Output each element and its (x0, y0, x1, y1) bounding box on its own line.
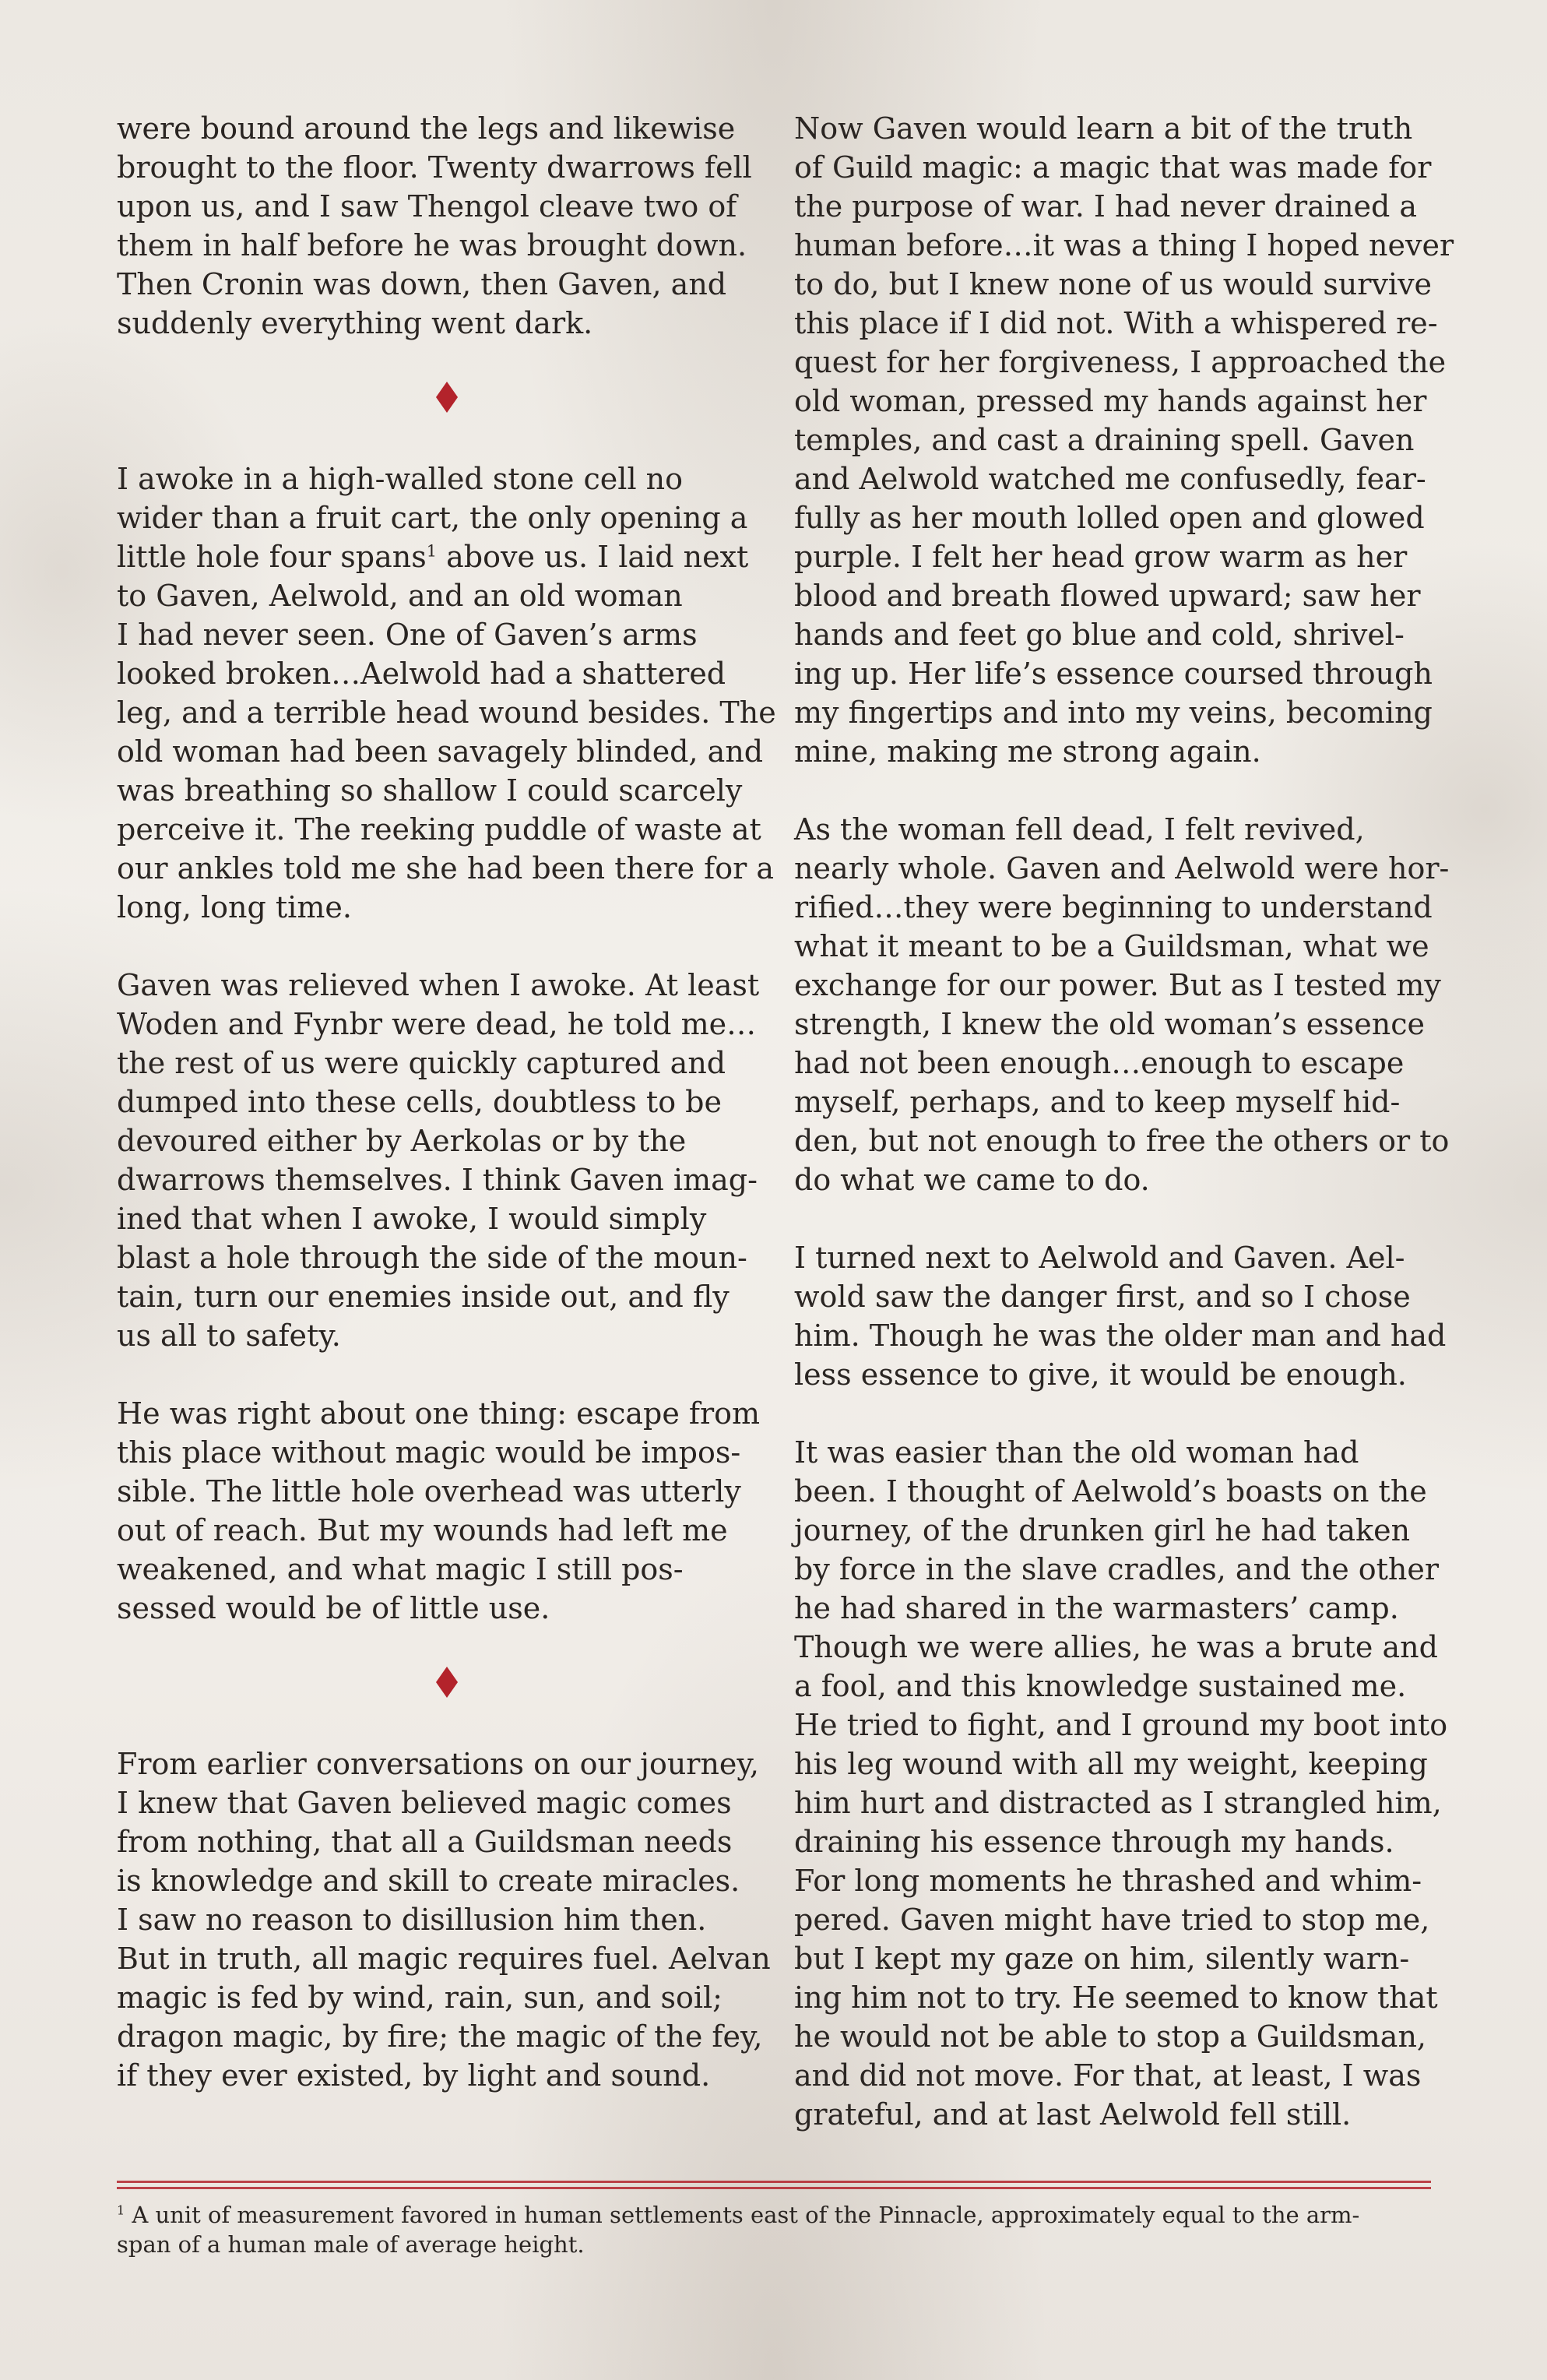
right-column (794, 109, 1454, 2134)
paragraph: were bound around the legs and likewise brought to the floor. Twenty dwarrows fell upon us, and I saw Thengol cleave two of them in half before he was brought down. Then Cronin was down, then Gaven, and suddenly everything went dark. (117, 111, 752, 340)
footnote-marker: 1 (117, 2202, 125, 2218)
footnote-reference: 1 (426, 541, 438, 561)
paragraph: He was right about one thing: escape from this place without magic would be impos- sible. The little hole overhead was utterly out of reach. But my wounds had left me weakened, and what magic I still pos- sessed would be of little use. (117, 1396, 761, 1625)
paragraph: Now Gaven would learn a bit of the truth of Guild magic: a magic that was made for the purpose of war. I had never drained a human before…it was a thing I hoped never to do, but I knew none of us would survive this place if I did not. With a whispered re- quest for her forgiveness, I approached the old woman, pressed my hands against her temples, and cast a draining spell. Gaven and Aelwold watched me confusedly, fear- fully as her mouth lolled open and glowed purple. I felt her head grow warm as her blood and breath flowed upward; saw her hands and feet go blue and cold, shrivel- ing up. Her life’s essence coursed through my fingertips and into my veins, becoming mine, making me strong again. (794, 111, 1454, 769)
left-column (117, 109, 777, 2095)
section-divider (117, 343, 777, 459)
footnote (117, 2200, 1431, 2259)
diamond-ornament-icon (436, 382, 458, 413)
paragraph: It was easier than the old woman had been. I thought of Aelwold’s boasts on the journey, of the drunken girl he had taken by force in the slave cradles, and the other he had shared in the warmasters’ camp. Though we were allies, he was a brute and a fool, and this knowledge sustained me. He tried to fight, and I ground my boot into his leg wound with all my weight, keeping him hurt and distracted as I strangled him, draining his essence through my hands. For long moments he thrashed and whim- pered. Gaven might have tried to stop me, but I kept my gaze on him, silently warn- ing him not to try. He seemed to know that he would not be able to stop a Guildsman, and did not move. For that, at least, I was grateful, and at last Aelwold fell still. (794, 1435, 1448, 2132)
paragraph: As the woman fell dead, I felt revived, nearly whole. Gaven and Aelwold were hor- rified…they were beginning to understand what it meant to be a Guildsman, what we exchange for our power. But as I tested my strength, I knew the old woman’s essence had not been enough…enough to escape myself, perhaps, and to keep myself hid- den, but not enough to free the others or to do what we came to do. (794, 812, 1450, 1197)
footnote-text: A unit of measurement favored in human settlements east of the Pinnacle, approximately equal to the arm- span of a human male of average height. (117, 2202, 1360, 2258)
diamond-ornament-icon (436, 1667, 458, 1698)
paragraph: I turned next to Aelwold and Gaven. Ael- wold saw the danger first, and so I chose him. Though he was the older man and had less essence to give, it would be enough. (794, 1241, 1447, 1392)
paragraph-text: I awoke in a high-walled stone cell no wider than a fruit cart, the only opening a little hole four spans (117, 462, 748, 574)
paragraph: Gaven was relieved when I awoke. At least Woden and Fynbr were dead, he told me… the rest of us were quickly captured and dumped into these cells, doubtless to be devoured either by Aerkolas or by the dwarrows themselves. I think Gaven imag- ined that when I awoke, I would simply blast a hole through the side of the moun- tain, turn our enemies inside out, and fly us all to safety. (117, 968, 760, 1353)
paragraph: From earlier conversations on our journey, I knew that Gaven believed magic comes from nothing, that all a Guildsman needs is knowledge and skill to create miracles. I saw no reason to disillusion him then. But in truth, all magic requires fuel. Aelvan magic is fed by wind, rain, sun, and soil; dragon magic, by fire; the magic of the fey, if they ever existed, by light and sound. (117, 1747, 771, 2093)
section-divider (117, 1628, 777, 1745)
paragraph-text: above us. I laid next to Gaven, Aelwold, and an old woman I had never seen. One of Gaven’s arms looked broken…Aelwold had a shattered leg, and a terrible head wound besides. The old woman had been savagely blinded, and was breathing so shallow I could scarcely perceive it. The reeking puddle of waste at our ankles told me she had been there for a long, long time. (117, 540, 776, 924)
paragraph (117, 459, 777, 927)
rule-line (117, 2187, 1431, 2189)
rule-line (117, 2181, 1431, 2183)
footnote-rule (117, 2181, 1431, 2193)
